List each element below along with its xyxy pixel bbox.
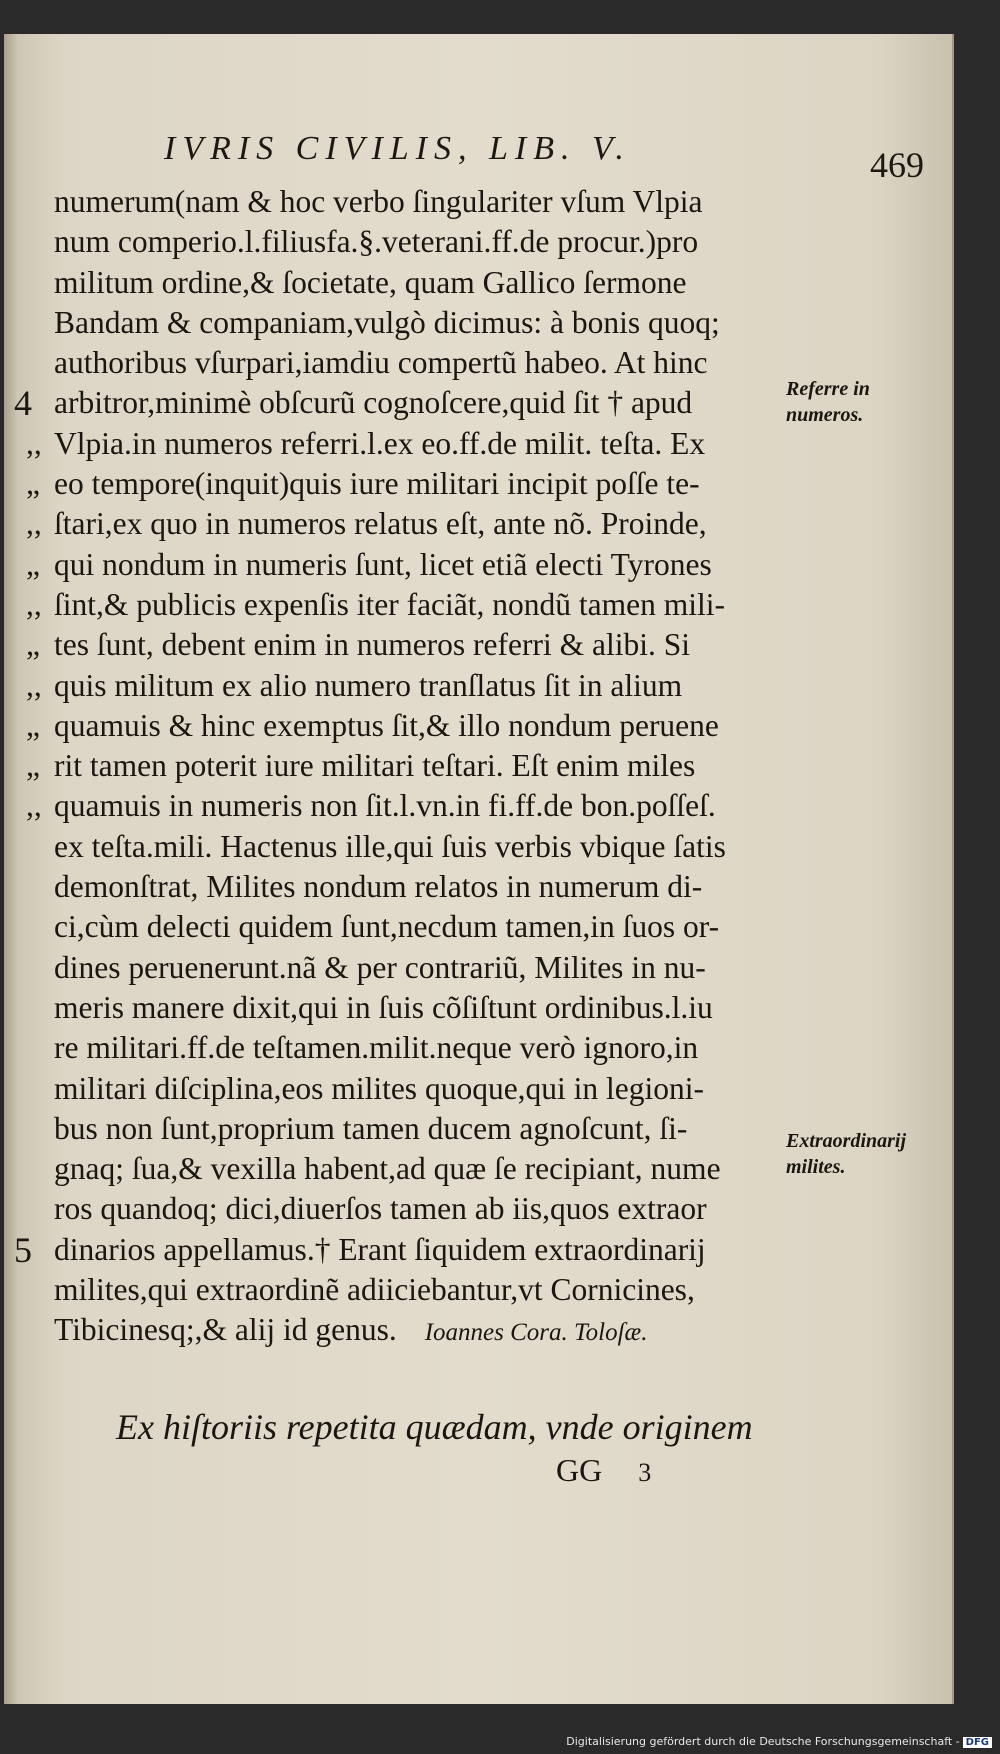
text-line xyxy=(54,1028,776,1068)
quote-mark: „ xyxy=(26,546,40,582)
text-line xyxy=(14,1229,776,1270)
text-line xyxy=(54,1109,776,1149)
line-text: gnaq; ſua,& vexilla habent,ad quæ ſe recipiant, nume xyxy=(54,1151,721,1187)
line-text: eo tempore(inquit)quis iure militari incipit poſſe te- xyxy=(54,466,700,502)
line-text: numerum(nam & hoc verbo ſingulariter vſum Vlpia xyxy=(54,184,703,219)
signature-sub: 3 xyxy=(638,1458,652,1487)
text-line xyxy=(54,988,776,1028)
signature-main: GG xyxy=(556,1452,603,1488)
line-text: ſint,& publicis expenſis iter faciãt, nondũ tamen mili- xyxy=(54,586,725,622)
text-line xyxy=(26,706,776,746)
running-title: IVRIS CIVILIS, LIB. V. xyxy=(164,130,631,167)
quote-mark: ,, xyxy=(26,425,42,461)
line-text: Bandam & companiam,vulgò dicimus: à bonis quoq; xyxy=(54,304,720,340)
author-signature: Ioannes Cora. Toloſæ. xyxy=(424,1319,648,1347)
text-line xyxy=(54,343,776,383)
text-line xyxy=(26,504,776,544)
text-line xyxy=(14,383,776,424)
quote-mark: „ xyxy=(26,748,40,784)
quote-mark: „ xyxy=(26,707,40,743)
text-line xyxy=(54,1069,776,1109)
text-line xyxy=(54,948,776,988)
line-text: dines peruenerunt.nã & per contrariũ, Milites in nu- xyxy=(54,949,706,985)
line-text: militum ordine,& ſocietate, quam Gallico ſermone xyxy=(54,264,687,300)
quote-mark: „ xyxy=(26,466,40,502)
text-line xyxy=(54,827,776,867)
line-text: milites,qui extraordinẽ adiiciebantur,vt Cornicines, xyxy=(54,1272,695,1308)
quote-mark: ,, xyxy=(26,788,42,824)
page-number: 469 xyxy=(870,145,924,185)
text-line xyxy=(54,1270,776,1310)
line-text: dinarios appellamus.† Erant ſiquidem extraordinarij xyxy=(54,1231,706,1267)
line-text: bus non ſunt,proprium tamen ducem agnoſcunt, ſi- xyxy=(54,1110,688,1146)
signature-mark xyxy=(556,1452,651,1489)
text-line xyxy=(26,424,776,464)
text-line xyxy=(26,786,776,826)
line-text: authoribus vſurpari,iamdiu compertũ habeo. At hinc xyxy=(54,345,708,381)
text-line xyxy=(54,1310,776,1350)
text-line xyxy=(26,746,776,786)
line-text: ros quandoq; dici,diuerſos tamen ab iis,quos extraor xyxy=(54,1191,707,1227)
quote-mark: ,, xyxy=(26,586,42,622)
text-line xyxy=(54,263,776,303)
line-text: militari diſciplina,eos milites quoque,qui in legioni- xyxy=(54,1070,705,1106)
line-text: tes ſunt, debent enim in numeros referri & alibi. Si xyxy=(54,627,690,663)
line-text: arbitror,minimè obſcurũ cognoſcere,quid ſit † apud xyxy=(54,385,693,421)
line-text: quamuis in numeris non ſit.l.vn.in fi.ff.de bon.poſſeſ. xyxy=(54,788,716,824)
book-page xyxy=(4,34,954,1704)
paragraph-number: 5 xyxy=(14,1229,32,1270)
footer-text: Digitalisierung gefördert durch die Deutsche Forschungsgemeinschaft - xyxy=(566,1735,960,1748)
quote-mark: ,, xyxy=(26,506,42,542)
line-text: meris manere dixit,qui in ſuis cõſiſtunt ordinibus.l.iu xyxy=(54,989,713,1025)
text-line xyxy=(54,867,776,907)
text-line xyxy=(54,182,776,222)
line-text: Vlpia.in numeros referri.l.ex eo.ff.de milit. teſta. Ex xyxy=(54,425,706,461)
line-text: quis militum ex alio numero tranſlatus ſit in alium xyxy=(54,667,683,703)
line-text: re militari.ff.de teſtamen.milit.neque verò ignoro,in xyxy=(54,1030,699,1066)
body-text xyxy=(14,182,776,1351)
text-line xyxy=(26,585,776,625)
text-line xyxy=(26,625,776,665)
text-line xyxy=(26,666,776,706)
margin-note-referre: Referre in numeros. xyxy=(786,378,870,426)
text-line xyxy=(54,907,776,947)
line-text: qui nondum in numeris ſunt, licet etiã electi Tyrones xyxy=(54,546,712,582)
dfg-logo: DFG xyxy=(963,1737,992,1748)
text-line xyxy=(26,545,776,585)
line-text: ex teſta.mili. Hactenus ille,qui ſuis verbis vbique ſatis xyxy=(54,828,726,864)
line-text: ci,cùm delecti quidem ſunt,necdum tamen,in ſuos or- xyxy=(54,909,720,945)
quote-mark: ,, xyxy=(26,667,42,703)
catchline: Ex hiſtoriis repetita quædam, vnde originem xyxy=(116,1407,753,1447)
text-line xyxy=(54,1189,776,1229)
text-line xyxy=(54,1149,776,1189)
quote-mark: „ xyxy=(26,627,40,663)
line-text: Tibicinesq;,& alij id genus. xyxy=(54,1312,397,1348)
line-text: quamuis & hinc exemptus ſit,& illo nondum peruene xyxy=(54,707,719,743)
digitization-footer xyxy=(566,1735,992,1748)
line-text: demonſtrat, Milites nondum relatos in numerum di- xyxy=(54,869,703,905)
margin-note-extraordinarij: Extraordinarij milites. xyxy=(786,1130,907,1178)
text-line xyxy=(26,464,776,504)
text-line xyxy=(54,222,776,262)
line-text: num comperio.l.filiusfa.§.veterani.ff.de procur.)pro xyxy=(54,224,699,260)
line-text: ſtari,ex quo in numeros relatus eſt, ante nõ. Proinde, xyxy=(54,506,707,542)
text-line xyxy=(54,303,776,343)
line-text: rit tamen poterit iure militari teſtari. Eſt enim miles xyxy=(54,748,696,784)
paragraph-number: 4 xyxy=(14,383,32,424)
